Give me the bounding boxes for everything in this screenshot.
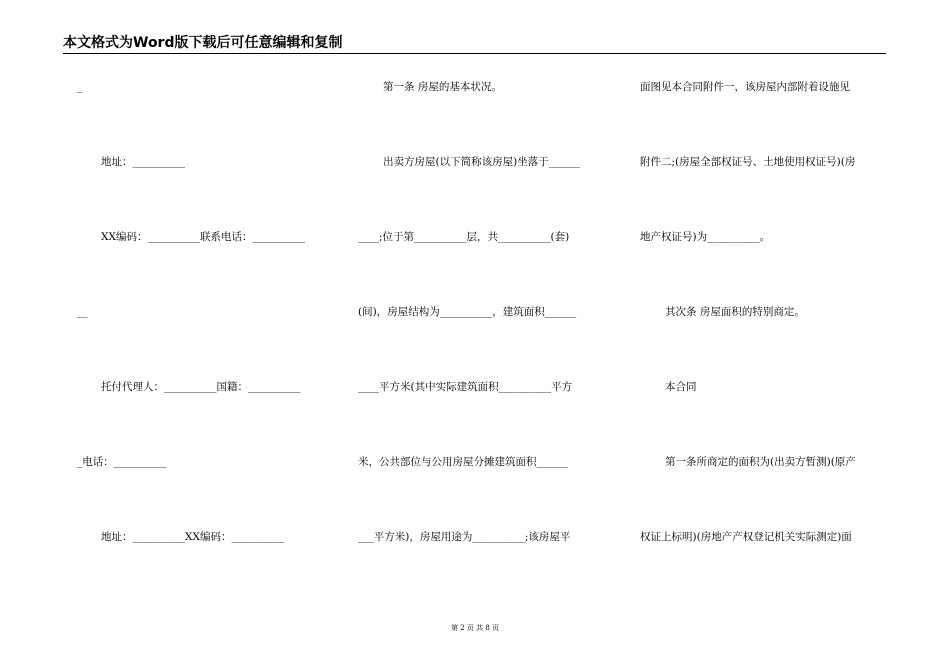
middle-line-2: 出卖方房屋(以下简称该房屋)坐落于______: [383, 156, 581, 168]
page-header-title: 本文格式为Word版下载后可任意编辑和复制: [63, 35, 343, 51]
middle-line-5: ____平方米(其中实际建筑面积__________平方: [358, 381, 573, 393]
left-line-4: __: [77, 306, 88, 318]
left-line-1: _: [77, 81, 83, 93]
right-line-3: 地产权证号)为__________。: [640, 231, 771, 243]
header-rule: [63, 53, 886, 54]
middle-line-3: ____;位于第__________层，共__________(套): [358, 231, 570, 243]
right-line-4: 其次条 房屋面积的特别商定。: [665, 306, 805, 318]
left-line-5: 托付代理人：__________国籍：__________: [101, 381, 301, 393]
right-line-2: 附件二;(房屋全部权证号、土地使用权证号)(房: [640, 156, 856, 168]
right-line-7: 权证上标明)(房地产产权登记机关实际测定)面: [640, 531, 852, 543]
middle-line-1: 第一条 房屋的基本状况。: [383, 81, 502, 93]
right-line-5: 本合同: [665, 381, 697, 393]
middle-line-6: 米，公共部位与公用房屋分摊建筑面积______: [358, 456, 568, 468]
middle-line-4: (间)，房屋结构为__________，建筑面积______: [358, 306, 577, 318]
left-line-6: _电话：__________: [77, 456, 167, 468]
right-line-1: 面图见本合同附件一，该房屋内部附着设施见: [640, 81, 850, 93]
left-line-2: 地址：__________: [101, 156, 185, 168]
right-line-6: 第一条所商定的面积为(出卖方暂测)(原产: [665, 456, 856, 468]
left-line-3: XX编码：__________联系电话：__________: [101, 231, 305, 243]
page-number: 第 2 页 共 8 页: [450, 624, 500, 632]
left-line-7: 地址：__________XX编码：__________: [101, 531, 284, 543]
middle-line-7: ___平方米)，房屋用途为__________;该房屋平: [358, 531, 571, 543]
